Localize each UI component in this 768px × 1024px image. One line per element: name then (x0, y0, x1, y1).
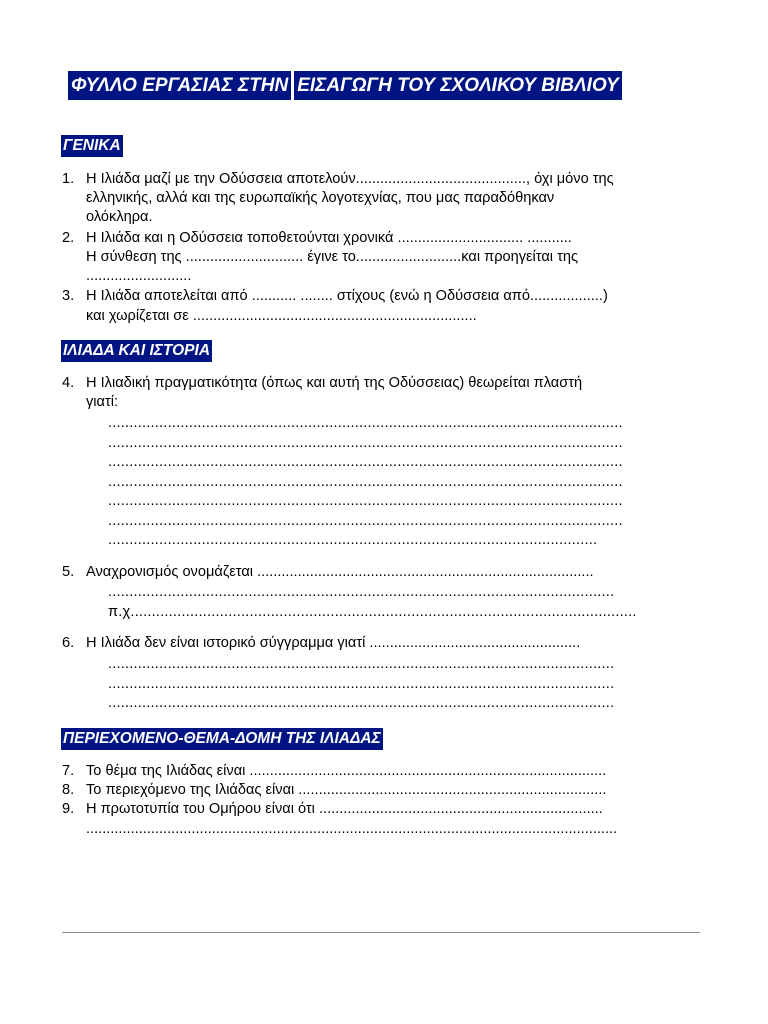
section-heading-general: ΓΕΝΙΚΑ (61, 135, 123, 157)
question-text-line: Η Ιλιάδα και η Οδύσσεια τοποθετούνται χρονικά ............................... ........... (86, 230, 572, 246)
question-number: 4. (62, 375, 75, 391)
question-number: 9. (62, 801, 75, 817)
question-text-line: Η Ιλιάδα δεν είναι ιστορικό σύγγραμμα γιατί .................................................... (86, 635, 581, 651)
answer-line[interactable]: ................................................................................................................... (108, 532, 598, 548)
question-text-line: και χωρίζεται σε ...................................................................... (86, 308, 477, 324)
question-text-line: ελληνικής, αλλά και της ευρωπαϊκής λογοτεχνίας, που μας παραδόθηκαν (86, 190, 555, 206)
question-text-line: Το θέμα της Ιλιάδας είναι ........................................................................................ (86, 763, 607, 779)
title-part-2: ΕΙΣΑΓΩΓΗ ΤΟΥ ΣΧΟΛΙΚΟΥ ΒΙΒΛΙΟΥ (294, 71, 621, 100)
question-number: 1. (62, 171, 75, 187)
question-text-line: Η Ιλιάδα αποτελείται από ........... ........ στίχους (ενώ η Οδύσσεια από..................) (86, 288, 608, 304)
title-part-1: ΦΥΛΛΟ ΕΡΓΑΣΙΑΣ ΣΤΗΝ (68, 71, 291, 100)
answer-line[interactable]: ....................................................................................................................... (108, 695, 615, 711)
question-number: 8. (62, 782, 75, 798)
answer-line[interactable]: ......................................................................................................................... (108, 434, 623, 451)
question-number: 6. (62, 635, 75, 651)
question-number: 5. (62, 564, 75, 580)
answer-lines-q4 (108, 414, 688, 551)
answer-lines-q5 (108, 583, 678, 622)
answer-line[interactable]: ....................................................................................................................... (108, 584, 615, 600)
question-number: 2. (62, 230, 75, 246)
question-text-line: Αναχρονισμός ονομάζεται ................................................................................... (86, 564, 594, 580)
question-number: 7. (62, 763, 75, 779)
answer-line[interactable]: ......................................................................................................................... (108, 493, 623, 509)
question-number: 3. (62, 288, 75, 304)
answer-lines-q6 (108, 655, 678, 714)
question-text-line: ολόκληρα. (86, 209, 153, 225)
answer-line[interactable]: ......................................................................................................................... (108, 473, 623, 490)
answer-line[interactable]: ................................................................................................................................... (86, 821, 618, 837)
question-text-line: .......................... (86, 268, 192, 284)
answer-line-example[interactable]: π.χ....................................................................................................................... (108, 603, 637, 620)
answer-line[interactable]: ......................................................................................................................... (108, 415, 623, 431)
question-text-line: Η Ιλιάδα μαζί με την Οδύσσεια αποτελούν.........................................., όχι μόνο της (86, 171, 614, 187)
section-heading-content: ΠΕΡΙΕΧΟΜΕΝΟ-ΘΕΜΑ-ΔΟΜΗ ΤΗΣ ΙΛΙΑΔΑΣ (61, 728, 383, 750)
question-text-line: Το περιεχόμενο της Ιλιάδας είναι ............................................................................ (86, 782, 607, 798)
footer-divider (62, 932, 700, 933)
answer-line[interactable]: ......................................................................................................................... (108, 454, 623, 470)
answer-line[interactable]: ......................................................................................................................... (108, 512, 623, 529)
answer-line[interactable]: ....................................................................................................................... (108, 656, 615, 672)
question-text-line: Η σύνθεση της ............................. έγινε το..........................και προηγείται της (86, 249, 578, 265)
question-text-line: γιατί: (86, 394, 119, 410)
worksheet-title (68, 71, 622, 100)
answer-line[interactable]: ....................................................................................................................... (108, 675, 615, 692)
section-heading-iliad-history: ΙΛΙΑΔΑ ΚΑΙ ΙΣΤΟΡΙΑ (61, 340, 212, 362)
question-text-line: Η Ιλιαδική πραγματικότητα (όπως και αυτή της Οδύσσειας) θεωρείται πλαστή (86, 375, 583, 391)
question-text-line: Η πρωτοτυπία του Ομήρου είναι ότι ...................................................................... (86, 801, 603, 817)
